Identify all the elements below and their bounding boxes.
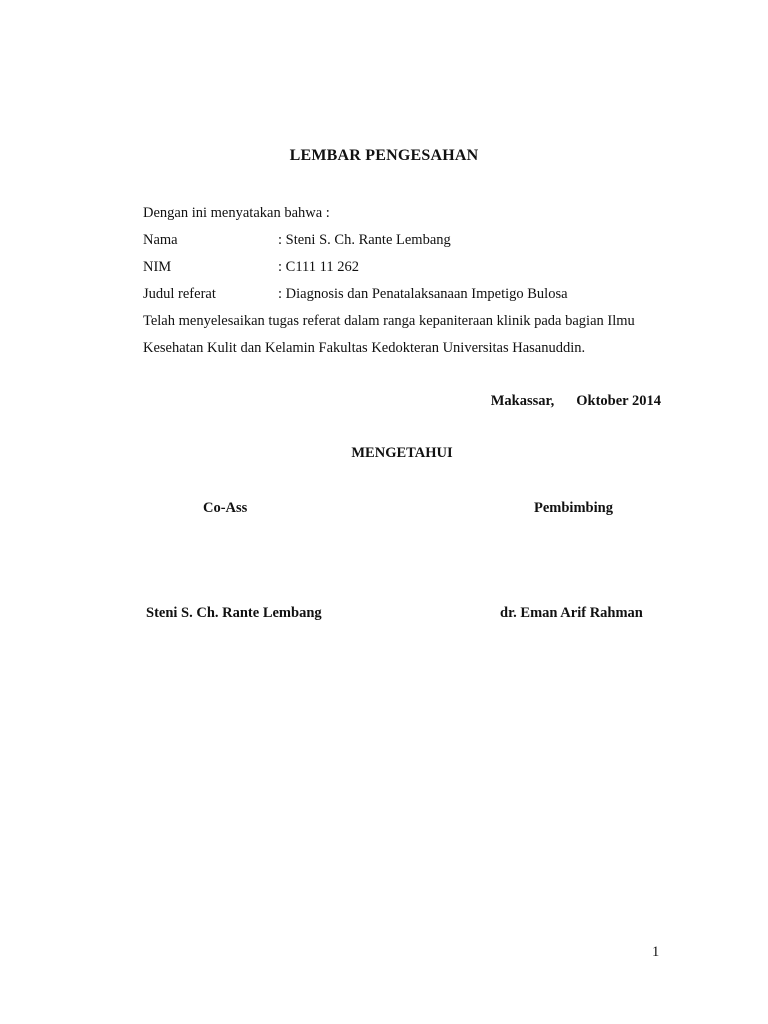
date-text: Oktober 2014 [576,393,661,409]
page-title: LEMBAR PENGESAHAN [289,147,479,164]
place-date [491,393,661,410]
field-label-judul: Judul referat [143,286,216,302]
place-text: Makassar, [490,393,555,409]
field-label-nama: Nama [143,232,178,248]
signatory-name-right: dr. Eman Arif Rahman [500,605,643,621]
field-value-nim: : C111 11 262 [278,259,359,275]
page-number: 1 [652,944,660,960]
intro-text: Dengan ini menyatakan bahwa : [143,205,330,221]
field-label-nim: NIM [143,259,172,275]
acknowledged-heading: MENGETAHUI [351,445,453,461]
signatory-role-right: Pembimbing [534,500,613,516]
statement-line-2: Kesehatan Kulit dan Kelamin Fakultas Kedokteran Universitas Hasanuddin. [143,340,586,356]
signatory-role-left: Co-Ass [203,500,248,516]
field-value-nama: : Steni S. Ch. Rante Lembang [278,232,451,248]
field-value-judul: : Diagnosis dan Penatalaksanaan Impetigo Bulosa [278,286,568,302]
statement-line-1: Telah menyelesaikan tugas referat dalam ranga kepaniteraan klinik pada bagian Ilmu [143,313,635,329]
signatory-name-left: Steni S. Ch. Rante Lembang [146,605,322,621]
